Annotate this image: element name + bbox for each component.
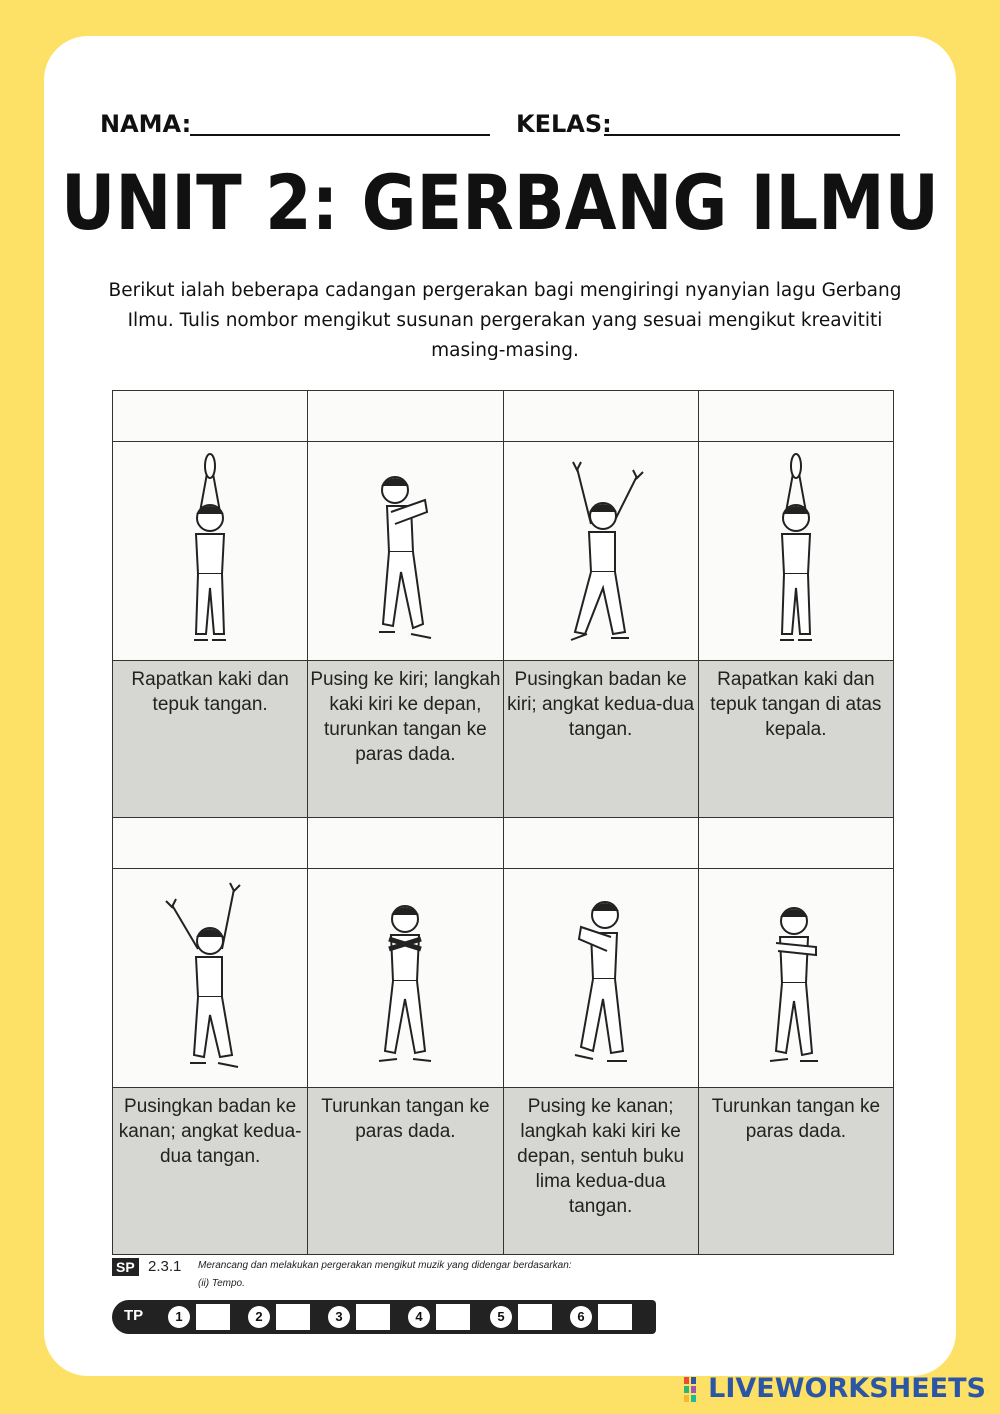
girl-arms-at-chest-figure	[736, 875, 856, 1079]
tp-number: 4	[408, 1306, 430, 1328]
pose-illustration-7	[503, 869, 698, 1088]
girl-clapping-overhead-figure	[736, 448, 856, 652]
pose-illustration-4	[698, 442, 893, 661]
girl-arms-at-chest-figure	[345, 875, 465, 1079]
order-answer-box-7[interactable]	[503, 818, 698, 869]
pose-illustration-2	[308, 442, 503, 661]
tp-checkbox[interactable]	[356, 1304, 390, 1330]
movement-description-8: Turunkan tangan ke paras dada.	[698, 1088, 893, 1255]
order-answer-box-8[interactable]	[698, 818, 893, 869]
girl-turn-left-step-figure	[345, 448, 465, 652]
order-answer-box-4[interactable]	[698, 391, 893, 442]
movement-description-7: Pusing ke kanan; langkah kaki kiri ke depan, sentuh buku lima kedua-dua tangan.	[503, 1088, 698, 1255]
girl-arms-raised-figure	[150, 875, 270, 1079]
tp-level-bar	[112, 1300, 656, 1334]
order-answer-box-6[interactable]	[308, 818, 503, 869]
tp-checkbox[interactable]	[436, 1304, 470, 1330]
order-answer-box-2[interactable]	[308, 391, 503, 442]
tp-number: 3	[328, 1306, 350, 1328]
sp-badge: SP	[112, 1258, 139, 1276]
tp-label: TP	[124, 1307, 144, 1324]
standard-footer	[112, 1258, 672, 1348]
instructions-text: Berikut ialah beberapa cadangan pergerakan bagi mengiringi nyanyian lagu Gerbang Ilmu. Tulis nombor mengikut susunan pergerakan yang sesuai mengikut kreavititi masing-masing.	[108, 280, 902, 361]
sp-code: 2.3.1	[148, 1258, 182, 1275]
tp-checkbox[interactable]	[598, 1304, 632, 1330]
pose-illustration-1	[113, 442, 308, 661]
movement-grid	[112, 390, 894, 1240]
tp-checkbox[interactable]	[276, 1304, 310, 1330]
girl-clapping-overhead-figure	[150, 448, 270, 652]
tp-number: 6	[570, 1306, 592, 1328]
movement-description-2: Pusing ke kiri; langkah kaki kiri ke depan, turunkan tangan ke paras dada.	[308, 661, 503, 818]
pose-illustration-5	[113, 869, 308, 1088]
brand-text: LIVEWORKSHEETS	[708, 1373, 986, 1404]
girl-arms-raised-figure	[541, 448, 661, 652]
movement-description-4: Rapatkan kaki dan tepuk tangan di atas kepala.	[698, 661, 893, 818]
tp-number: 5	[490, 1306, 512, 1328]
kelas-label: KELAS:	[516, 110, 612, 138]
order-answer-box-5[interactable]	[113, 818, 308, 869]
movement-description-3: Pusingkan badan ke kiri; angkat kedua-dua tangan.	[503, 661, 698, 818]
student-info-row	[100, 110, 900, 144]
sp-subitem: (ii) Tempo.	[198, 1278, 245, 1289]
nama-label: NAMA:	[100, 110, 192, 138]
page-title: UNIT 2: GERBANG ILMU	[61, 158, 939, 247]
girl-turn-right-step-figure	[541, 875, 661, 1079]
movement-description-6: Turunkan tangan ke paras dada.	[308, 1088, 503, 1255]
movement-description-5: Pusingkan badan ke kanan; angkat kedua-dua tangan.	[113, 1088, 308, 1255]
sp-description: Merancang dan melakukan pergerakan mengikut muzik yang didengar berdasarkan:	[198, 1260, 572, 1271]
tp-checkbox[interactable]	[518, 1304, 552, 1330]
pose-illustration-8	[698, 869, 893, 1088]
pose-illustration-3	[503, 442, 698, 661]
pose-illustration-6	[308, 869, 503, 1088]
movement-description-1: Rapatkan kaki dan tepuk tangan.	[113, 661, 308, 818]
tp-number: 2	[248, 1306, 270, 1328]
nama-field[interactable]	[190, 110, 490, 136]
order-answer-box-3[interactable]	[503, 391, 698, 442]
order-answer-box-1[interactable]	[113, 391, 308, 442]
kelas-field[interactable]	[604, 110, 900, 136]
liveworksheets-logo-icon	[684, 1377, 704, 1403]
tp-number: 1	[168, 1306, 190, 1328]
liveworksheets-brand[interactable]	[684, 1373, 986, 1405]
tp-checkbox[interactable]	[196, 1304, 230, 1330]
